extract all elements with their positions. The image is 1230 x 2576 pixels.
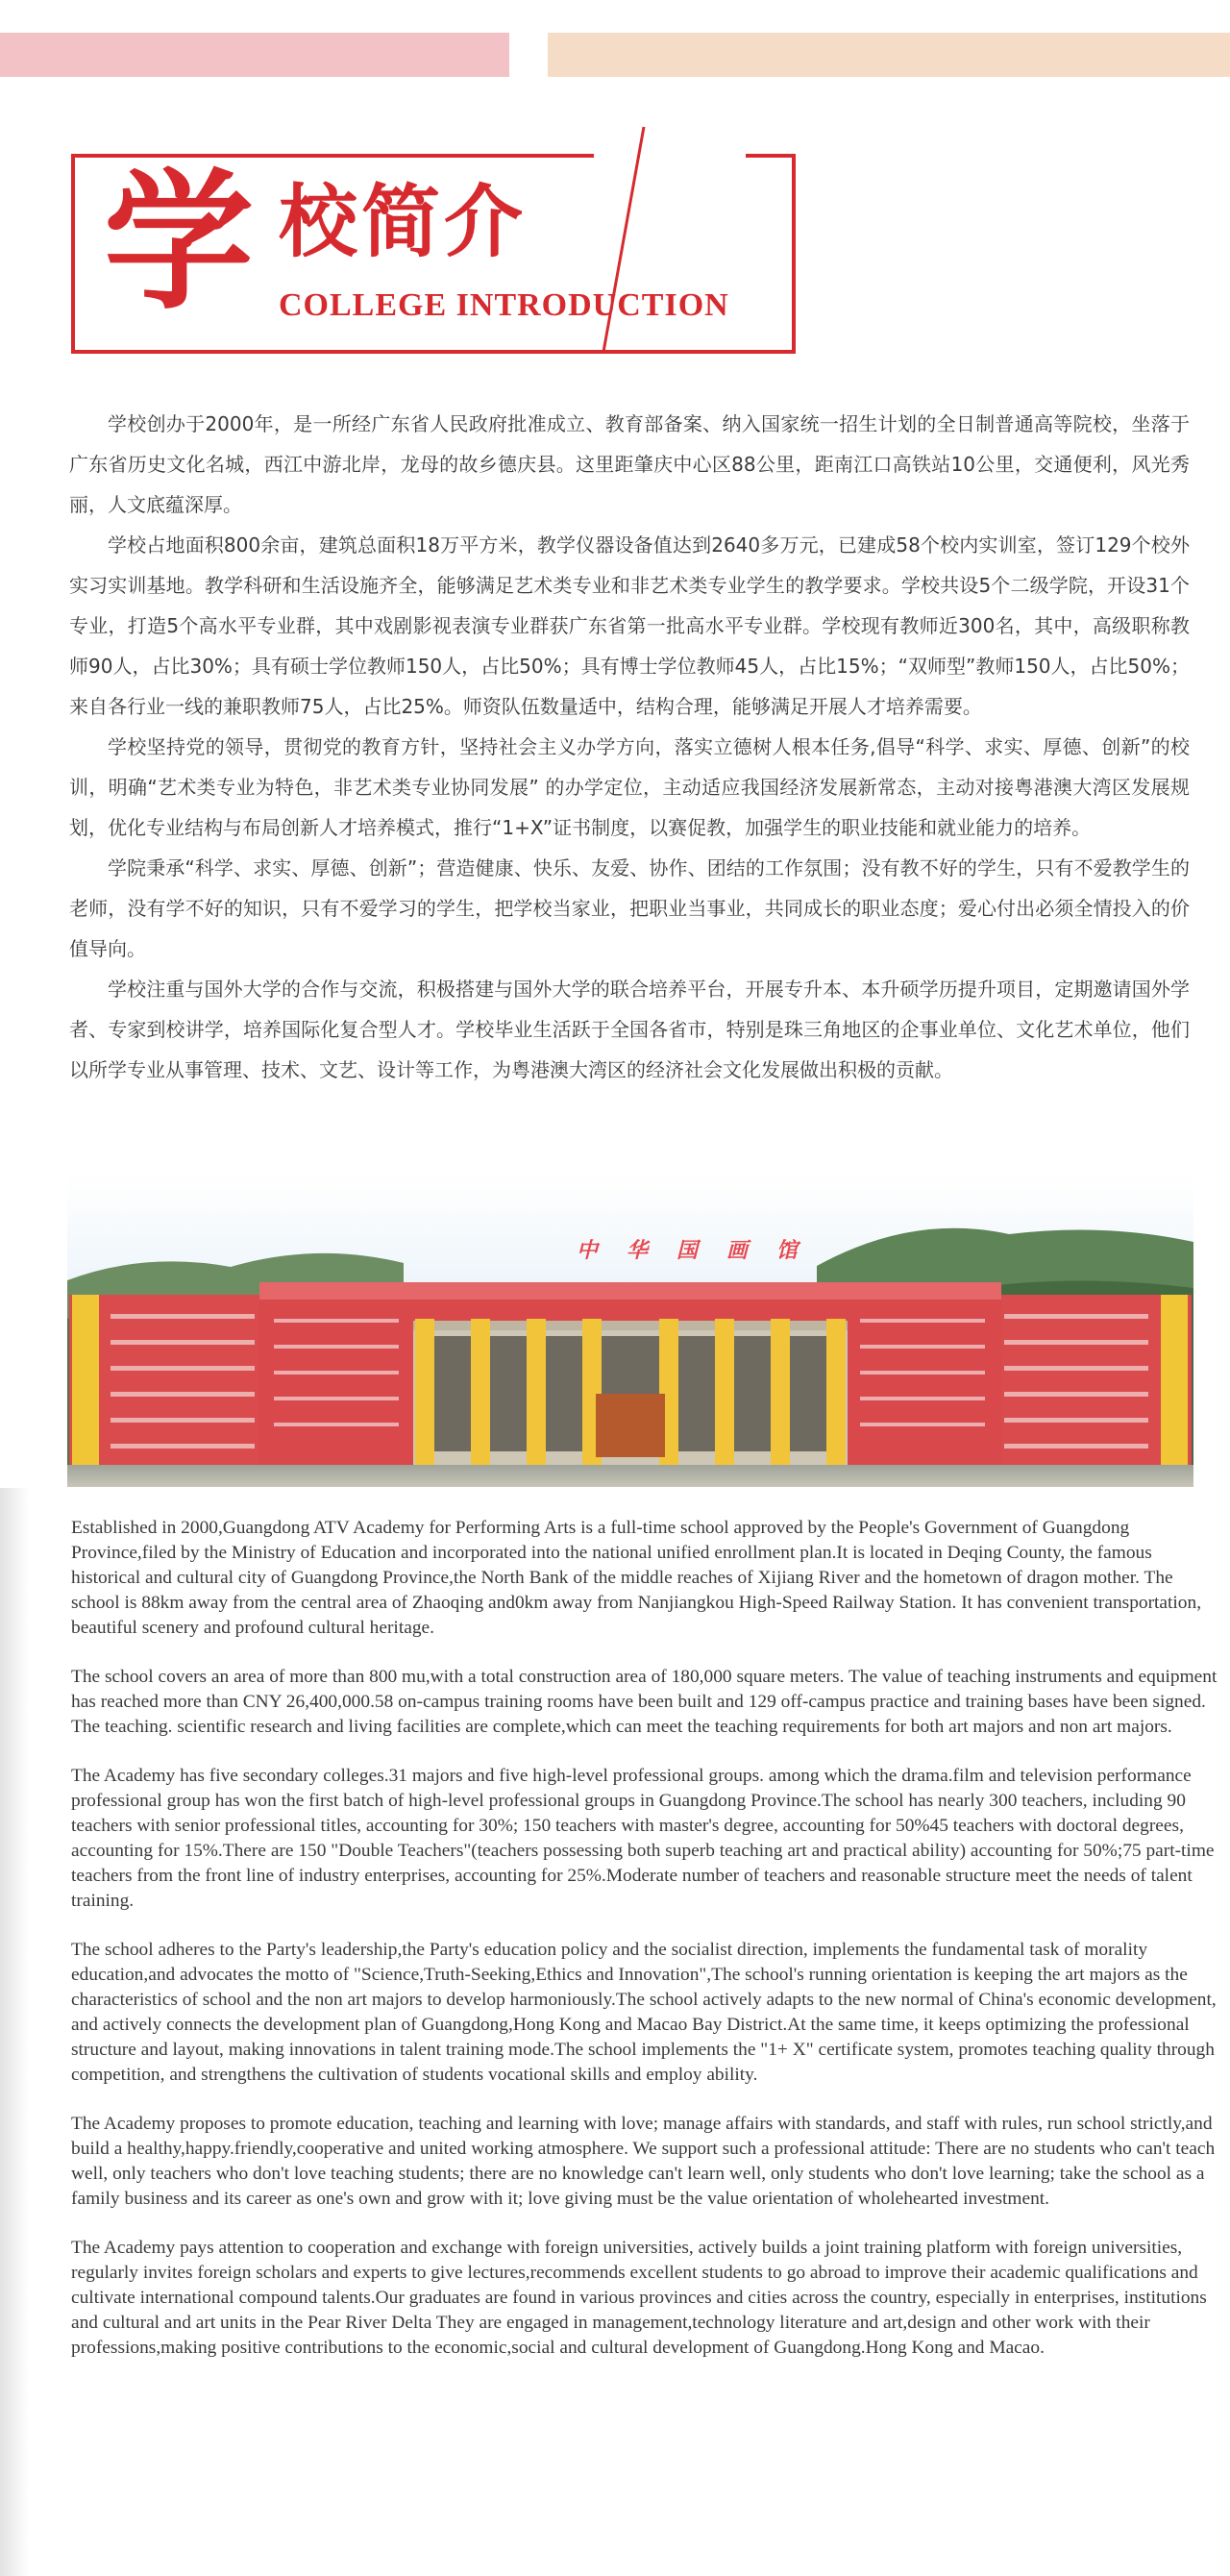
title-english: COLLEGE INTRODUCTION [279,287,729,323]
left-edge-shade [0,1488,29,2576]
en-paragraph: The school adheres to the Party's leadership,the Party's education policy and the socialist direction, implements the fundamental task of morality education,and advocates the motto of "Science,Truth-Seeking,Ethics and Innovation",The school's running orientation is keeping the art majors as the characteristics of school and the non art majors to develop harmoniously.The school actively adapts to the new normal of China's economic development, and actively connects the development plan of Guangdong,Hong Kong and Macao Bay District.At the same time, it keeps optimizing the professional structure and layout, making innovations in talent training mode.The school implements the "1+ X" certificate system, promotes teaching quality through competition, and strengthens the cultivation of students vocational skills and employ ability. [71,1940,1217,2085]
building-sign: 中华国画馆 [576,1238,826,1263]
zh-paragraph: 学校注重与国外大学的合作与交流，积极搭建与国外大学的联合培养平台，开展专升本、本升硕学历提升项目，定期邀请国外学者、专家到校讲学，培养国际化复合型人才。学校毕业生活跃于全国各省市，特别是珠三角地区的企事业单位、文化艺术单位，他们以所学专业从事管理、技术、文艺、设计等工作，为粤港澳大湾区的经济社会文化发展做出积极的贡献。 [69,978,1190,1081]
section-title [69,125,800,356]
zh-paragraph: 学院秉承“科学、求实、厚德、创新”；营造健康、快乐、友爱、协作、团结的工作氛围；没有教不好的学生，只有不爱教学生的老师，没有学不好的知识，只有不爱学习的学生，把学校当家业，把职业当事业，共同成长的职业态度；爱心付出必须全情投入的价值导向。 [69,856,1190,960]
intro-english [71,1516,1218,2385]
en-paragraph: Established in 2000,Guangdong ATV Academy for Performing Arts is a full-time school approved by the People's Government of Guangdong Province,filed by the Ministry of Education and incorporated into the national unified enrollment plan.It is located in Deqing County, the famous historical and cultural city of Guangdong Province,the North Bank of the middle reaches of Xijiang River and the hometown of dragon mother. The school is 88km away from the central area of Zhaoqing and0km away from Nanjiangkou High-Speed Railway Station. It has convenient transportation, beautiful scenery and profound cultural heritage. [71,1518,1202,1638]
en-paragraph: The Academy proposes to promote education, teaching and learning with love; manage affairs with standards, and staff with rules, run school strictly,and build a healthy,happy.friendly,cooperative and united working atmosphere. We support such a professional attitude: There are no students who can't teach well, only teachers who don't love teaching students; there are no knowledge can't learn well, only students who don't love learning; take the school as a family business and its career as one's own and grow with it; love giving must be the value orientation of wholehearted investment. [71,2114,1216,2209]
en-paragraph: The school covers an area of more than 800 mu,with a total construction area of 180,000 square meters. The value of teaching instruments and equipment has reached more than CNY 26,400,000.58 on-campus training rooms have been built and 129 off-campus practice and training bases have been signed. The teaching. scientific research and living facilities are complete,which can meet the teaching requirements for both art majors and non art majors. [71,1667,1218,1737]
zh-paragraph: 学校坚持党的领导，贯彻党的教育方针，坚持社会主义办学方向，落实立德树人根本任务,倡导“科学、求实、厚德、创新”的校训，明确“艺术类专业为特色，非艺术类专业协同发展” 的办学定位，主动适应我国经济发展新常态，主动对接粤港澳大湾区发展规划，优化专业结构与布局创新人才培养模式，推行“1+X”证书制度，以赛促教，加强学生的职业技能和就业能力的培养。 [69,735,1190,839]
zh-paragraph: 学校创办于2000年，是一所经广东省人民政府批准成立、教育部备案、纳入国家统一招生计划的全日制普通高等院校，坐落于广东省历史文化名城，西江中游北岸，龙母的故乡德庆县。这里距肇庆中心区88公里，距南江口高铁站10公里，交通便利，风光秀丽，人文底蕴深厚。 [69,412,1190,516]
top-bar-pink [0,33,509,77]
building-illustration [67,1175,1193,1487]
top-bar-peach [548,33,1230,77]
en-paragraph: The Academy has five secondary colleges.31 majors and five high-level professional groups. among which the drama.film and television performance professional group has won the first batch of high-level professional groups in Guangdong Province.The school has nearly 300 teachers, including 90 teachers with senior professional titles, accounting for 30%; 150 teachers with master's degree, accounting for 50%45 teachers with doctoral degrees, accounting for 15%.There are 150 "Double Teachers"(teachers possessing both superb teaching art and practical ability) accounting for 50%;75 part-time teachers from the front line of industry enterprises, accounting for 25%.Moderate number of teachers and reasonable structure meet the needs of talent training. [71,1766,1215,1911]
title-chinese: 校简介 [279,176,528,268]
zh-paragraph: 学校占地面积800余亩，建筑总面积18万平方米，教学仪器设备值达到2640多万元，已建成58个校内实训室，签订129个校外实习实训基地。教学科研和生活设施齐全，能够满足艺术类专业和非艺术类专业学生的教学要求。学校共设5个二级学院，开设31个专业，打造5个高水平专业群，其中戏剧影视表演专业群获广东省第一批高水平专业群。学校现有教师近300名，其中，高级职称教师90人，占比30%；具有硕士学位教师150人，占比50%；具有博士学位教师45人，占比15%；“双师型”教师150人，占比50%；来自各行业一线的兼职教师75人，占比25%。师资队伍数量适中，结构合理，能够满足开展人才培养需要。 [69,533,1190,718]
campus-building-photo [67,1175,1193,1487]
intro-chinese [69,404,1190,1090]
en-paragraph: The Academy pays attention to cooperation and exchange with foreign universities, actively builds a joint training platform with foreign universities, regularly invites foreign scholars and experts to give lectures,recommends excellent students to go abroad to improve their academic qualifications and cultivate international compound talents.Our graduates are found in various provinces and cities across the country, especially in enterprises, institutions and cultural and art units in the Pear River Delta They are engaged in management,technology literature and art,design and other work with their professions,making positive contributions to the economic,social and cultural development of Guangdong.Hong Kong and Macao. [71,2238,1207,2358]
title-big-char: 学 [104,154,254,330]
